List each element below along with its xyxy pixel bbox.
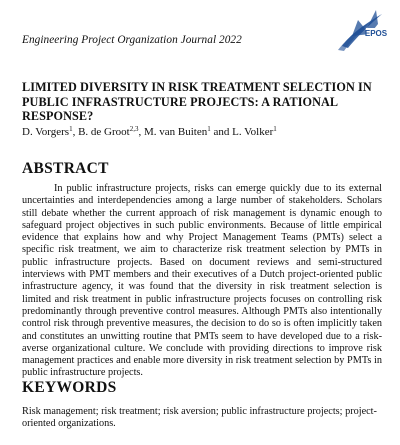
author-affiliation: 1 — [273, 125, 277, 133]
logo-text: EPOS — [364, 29, 388, 38]
keywords-heading: KEYWORDS — [22, 379, 117, 396]
author-list: D. Vorgers$^1$, B. de Groot$^{2,3}$, M. van Buiten$^1$ and L. Volker$^1$ — [22, 125, 277, 138]
abstract-text: In public infrastructure projects, risks can emerge quickly due to its external uncertainties and interdependencies among a large number of stakeholders. Scholars still debate whether the current approach of risk management is dynamic enough to safeguard project objectives in such public environments. Because of little empirical evidence that explains how and why Project Management Teams (PMTs) select a specific risk treatment, we aim to characterize risk treatment selection by PMTs in public infrastructure projects. Based on document reviews and semi-structured interviews with PMT members and their executives of a Dutch project-oriented public infrastructure agency, it was found that the diversity in risk treatment selection is limited and risk treatment in public infrastructure projects focuses on controlling risk predominantly through preventive control measures. Although PMTs also intentionally control risk through preventive measures, the decision to do so is often implicitly taken and constitutes an unwitting routine that PMTs seem to have developed due to a risk-averse organizational culture. We conclude with providing directions to improve risk management practices and enable more diversity in risk treatment selection by PMTs in public infrastructure projects. — [22, 183, 382, 379]
author-name: D. Vorgers — [22, 126, 70, 138]
paper-title: LIMITED DIVERSITY IN RISK TREATMENT SELECTION IN PUBLIC INFRASTRUCTURE PROJECTS: A RATIONAL RESPONSE? — [22, 80, 372, 123]
author-affiliation: 1 — [207, 125, 211, 133]
author-name: B. de Groot — [78, 126, 130, 138]
abstract-heading: ABSTRACT — [22, 160, 109, 177]
epos-logo-icon — [336, 6, 390, 52]
author-name: M. van Buiten — [143, 126, 208, 138]
keywords-text: Risk management; risk treatment; risk aversion; public infrastructure projects; project-oriented organizations. — [22, 406, 377, 430]
author-affiliation: 1 — [69, 125, 73, 133]
author-name: L. Volker — [232, 126, 274, 138]
journal-name: Engineering Project Organization Journal 2022 — [22, 34, 242, 46]
author-affiliation: 2,3 — [129, 125, 139, 133]
